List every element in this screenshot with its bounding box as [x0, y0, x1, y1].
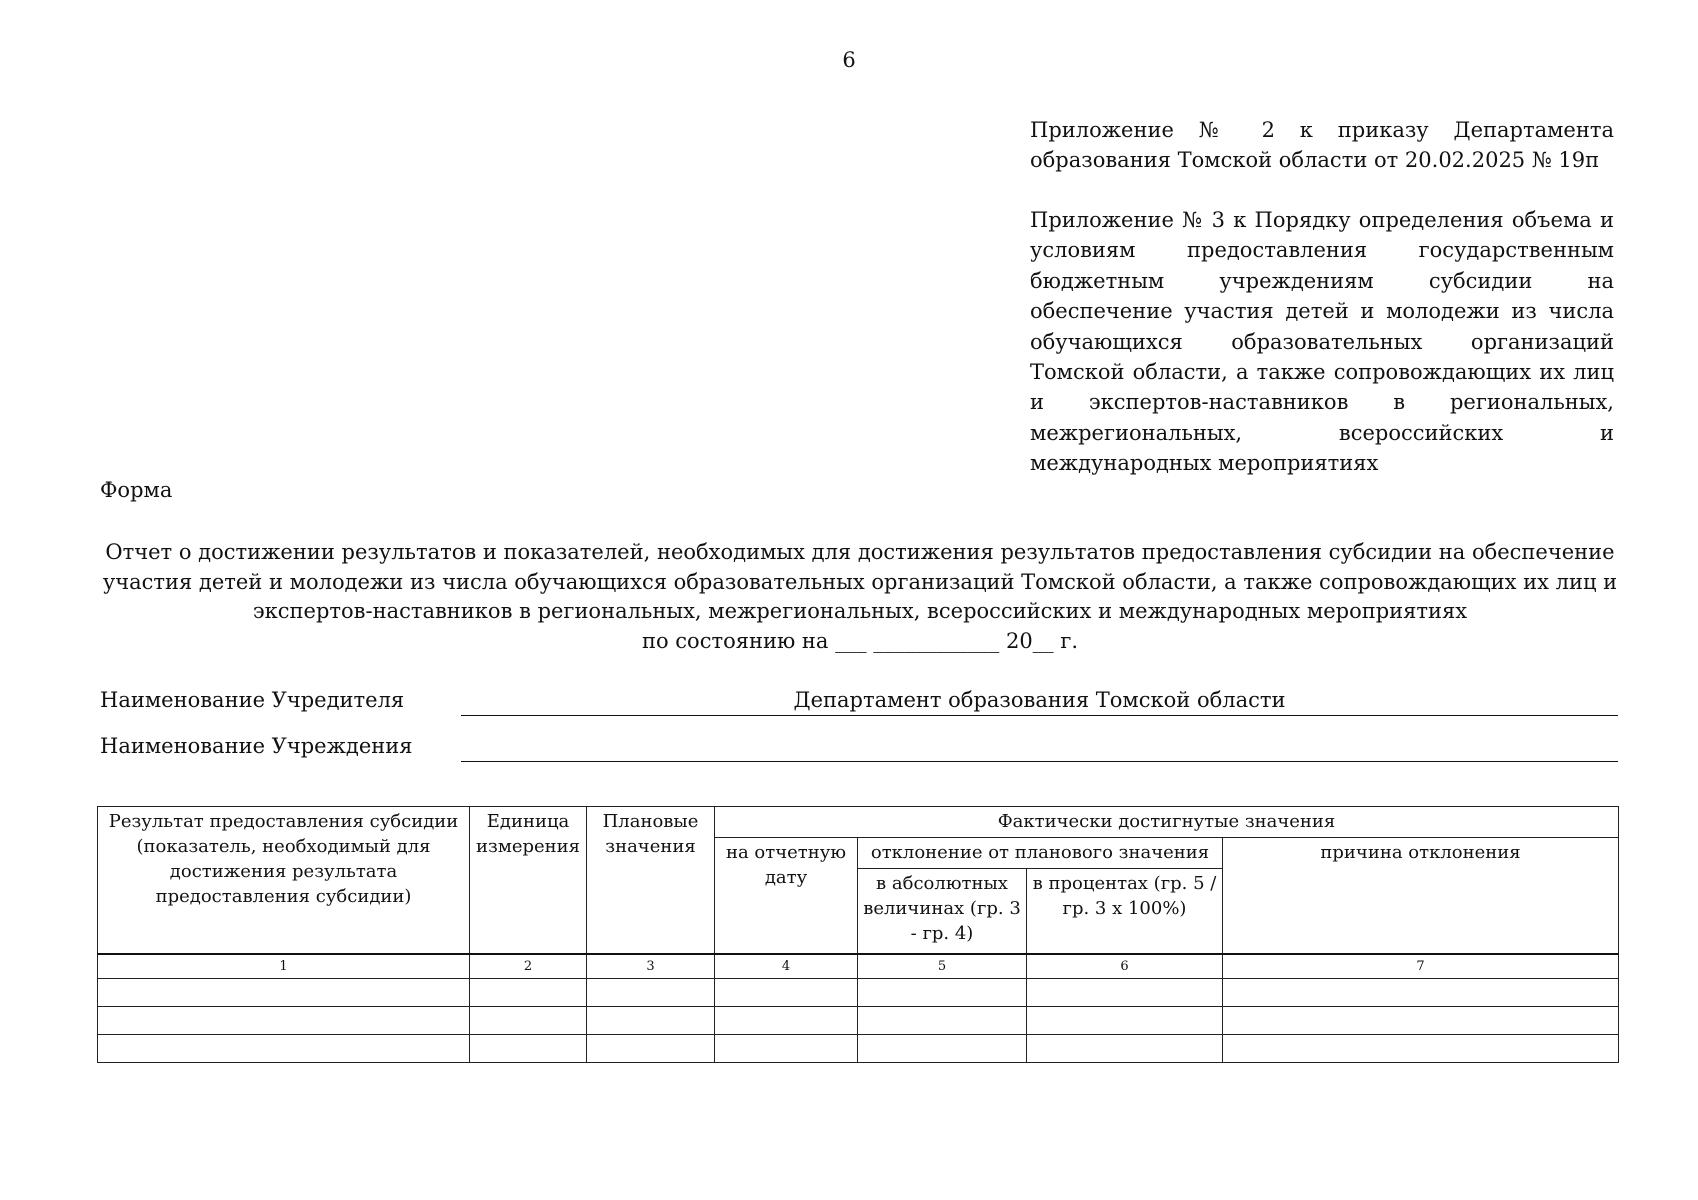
header-actual-group: Фактически достигнутые значения	[715, 807, 1619, 838]
column-number: 3	[587, 954, 715, 979]
institution-value[interactable]	[461, 734, 1618, 762]
header-result: Результат предоставления субсидии (показатель, необходимый для достижения результата предоставления субсидии)	[98, 807, 470, 955]
column-number: 7	[1223, 954, 1619, 979]
table-cell[interactable]	[715, 979, 858, 1007]
table-cell[interactable]	[858, 1035, 1027, 1063]
header-plan: Плановые значения	[587, 807, 715, 955]
table-cell[interactable]	[1027, 1035, 1223, 1063]
table-cell[interactable]	[587, 1007, 715, 1035]
table-cell[interactable]	[1223, 1035, 1619, 1063]
column-number: 6	[1027, 954, 1223, 979]
table-cell[interactable]	[715, 1035, 858, 1063]
institution-field	[100, 734, 1618, 768]
table-cell[interactable]	[587, 979, 715, 1007]
column-number: 5	[858, 954, 1027, 979]
header-deviation-group: отклонение от планового значения	[858, 838, 1223, 869]
header-unit: Единица измерения	[470, 807, 587, 955]
table-row	[98, 1035, 1619, 1063]
table-cell[interactable]	[1223, 979, 1619, 1007]
table-cell[interactable]	[1223, 1007, 1619, 1035]
table-cell[interactable]	[470, 1035, 587, 1063]
founder-label: Наименование Учредителя	[100, 688, 405, 712]
header-absolute: в абсолютных величинах (гр. 3 - гр. 4)	[858, 869, 1027, 955]
table-cell[interactable]	[98, 979, 470, 1007]
table-cell[interactable]	[98, 1035, 470, 1063]
report-table	[97, 806, 1619, 1063]
table-cell[interactable]	[715, 1007, 858, 1035]
report-title	[92, 538, 1628, 656]
header-reason: причина отклонения	[1223, 838, 1619, 955]
table-row	[98, 979, 1619, 1007]
table-cell[interactable]	[858, 979, 1027, 1007]
table-cell[interactable]	[470, 1007, 587, 1035]
table-cell[interactable]	[587, 1035, 715, 1063]
column-number: 4	[715, 954, 858, 979]
table-cell[interactable]	[470, 979, 587, 1007]
page-number: 6	[842, 48, 856, 72]
table-cell[interactable]	[98, 1007, 470, 1035]
column-number: 2	[470, 954, 587, 979]
institution-label: Наименование Учреждения	[100, 734, 413, 758]
annex-order-reference: Приложение № 2 к приказу Департамента образования Томской области от 20.02.2025 № 19п	[1030, 118, 1614, 173]
founder-value[interactable]: Департамент образования Томской области	[461, 688, 1618, 716]
table-row	[98, 1007, 1619, 1035]
form-label: Форма	[100, 478, 173, 502]
annex-procedure-reference: Приложение № 3 к Порядку определения объема и условиям предоставления государственным бюджетным учреждениям субсидии на обеспечение участия детей и молодежи из числа обучающихся образовательных организаций Томской области, а также сопровождающих их лиц и экспертов-наставников в региональных, межрегиональных, всероссийских и международных мероприятиях	[1030, 208, 1614, 476]
header-percent: в процентах (гр. 5 / гр. 3 х 100%)	[1027, 869, 1223, 955]
table-cell[interactable]	[858, 1007, 1027, 1035]
report-title-line: Отчет о достижении результатов и показателей, необходимых для достижения результатов предоставления субсидии на обеспечение	[105, 540, 1615, 564]
report-date-line: по состоянию на ___ ____________ 20__ г.	[641, 628, 1079, 653]
report-title-line: экспертов-наставников в региональных, межрегиональных, всероссийских и международных мероприятиях	[252, 599, 1468, 623]
table-cell[interactable]	[1027, 979, 1223, 1007]
report-title-line: участия детей и молодежи из числа обучающихся образовательных организаций Томской области, а также сопровождающих их лиц и	[102, 569, 1618, 594]
column-number: 1	[98, 954, 470, 979]
founder-field	[100, 688, 1618, 722]
table-cell[interactable]	[1027, 1007, 1223, 1035]
column-number-row	[98, 954, 1619, 979]
header-on-date: на отчетную дату	[715, 838, 858, 955]
